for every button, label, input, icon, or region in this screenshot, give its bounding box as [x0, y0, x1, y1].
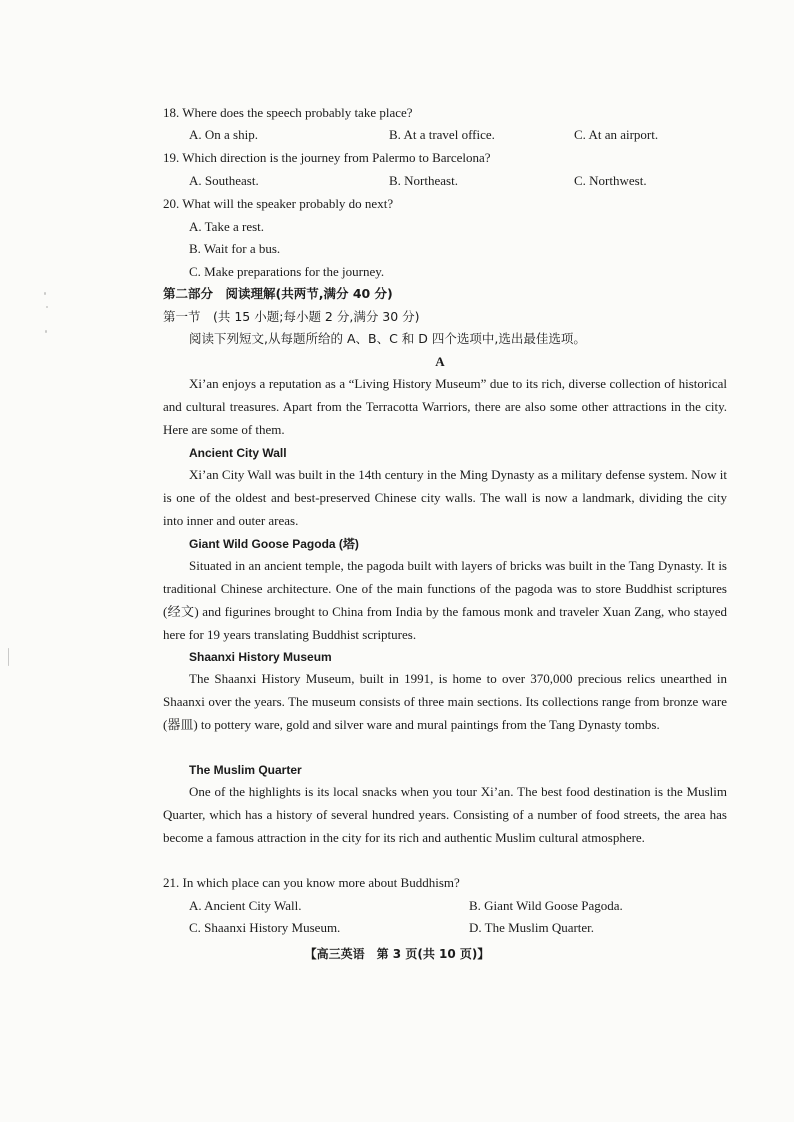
section-title-muslim-quarter: The Muslim Quarter	[189, 763, 302, 777]
part-two-heading: 第二部分 阅读理解(共两节,满分 40 分)	[163, 286, 393, 301]
section-body-muslim-quarter: One of the highlights is its local snacks when you tour Xi’an. The best food destination is the Muslim Quarter, which has a history of several hundred years. Consisting of a number of food streets, the area has become a famous attraction in the city for its rich and authentic Muslim cultural atmosphere.	[163, 784, 727, 845]
section-body-museum: The Shaanxi History Museum, built in 1991, is home to over 370,000 precious relics unearthed in Shaanxi over the years. The museum consists of three main sections. Its collections range from bronze ware (器皿) to pottery ware, gold and silver ware and mural paintings from the Tang Dynasty tombs.	[163, 671, 727, 732]
question-20-option-c: C. Make preparations for the journey.	[189, 264, 385, 279]
question-21-option-a: A. Ancient City Wall.	[189, 898, 302, 913]
passage-label: A	[435, 354, 445, 369]
section-title-pagoda: Giant Wild Goose Pagoda (塔)	[189, 537, 359, 551]
question-21-option-c: C. Shaanxi History Museum.	[189, 920, 341, 935]
section-body-pagoda: Situated in an ancient temple, the pagoda built with layers of bricks was built in the Tang Dynasty. It is traditional Chinese architecture. One of the main functions of the pagoda was to store Buddhist scriptures (经文) and figurines brought to China from India by the famous monk and traveler Xuan Zang, who stayed here for 19 years translating Buddhist scriptures.	[163, 558, 727, 642]
section-one-heading: 第一节 (共 15 小题;每小题 2 分,满分 30 分)	[163, 309, 420, 324]
question-19-option-a: A. Southeast.	[189, 173, 259, 188]
question-19-stem: 19. Which direction is the journey from Palermo to Barcelona?	[163, 150, 491, 165]
scan-speck	[44, 292, 46, 295]
question-18-option-c: C. At an airport.	[574, 127, 659, 142]
section-title-museum: Shaanxi History Museum	[189, 650, 332, 664]
passage-intro: Xi’an enjoys a reputation as a “Living History Museum” due to its rich, diverse collection of historical and cultural treasures. Apart from the Terracotta Warriors, there are also some other attractions in the city. Here are some of them.	[163, 376, 727, 437]
reading-instruction: 阅读下列短文,从每题所给的 A、B、C 和 D 四个选项中,选出最佳选项。	[189, 331, 586, 346]
question-18-stem: 18. Where does the speech probably take place?	[163, 105, 413, 120]
question-20-stem: 20. What will the speaker probably do next?	[163, 196, 394, 211]
question-21-option-d: D. The Muslim Quarter.	[469, 920, 595, 935]
scan-speck	[8, 648, 9, 666]
question-18-option-b: B. At a travel office.	[389, 127, 495, 142]
scan-speck	[46, 306, 48, 308]
question-18-option-a: A. On a ship.	[189, 127, 258, 142]
question-20-option-a: A. Take a rest.	[189, 219, 265, 234]
section-body-city-wall: Xi’an City Wall was built in the 14th century in the Ming Dynasty as a military defense system. Now it is one of the oldest and best-preserved Chinese city walls. The wall is now a landmark, dividing the city into inner and outer areas.	[163, 467, 727, 528]
page-footer: 【高三英语 第 3 页(共 10 页)】	[304, 947, 490, 961]
scan-speck	[45, 330, 47, 333]
question-19-option-c: C. Northwest.	[574, 173, 647, 188]
question-21-option-b: B. Giant Wild Goose Pagoda.	[469, 898, 623, 913]
question-19-option-b: B. Northeast.	[389, 173, 458, 188]
question-20-option-b: B. Wait for a bus.	[189, 241, 281, 256]
question-21-stem: 21. In which place can you know more about Buddhism?	[163, 875, 460, 890]
section-title-city-wall: Ancient City Wall	[189, 446, 287, 460]
